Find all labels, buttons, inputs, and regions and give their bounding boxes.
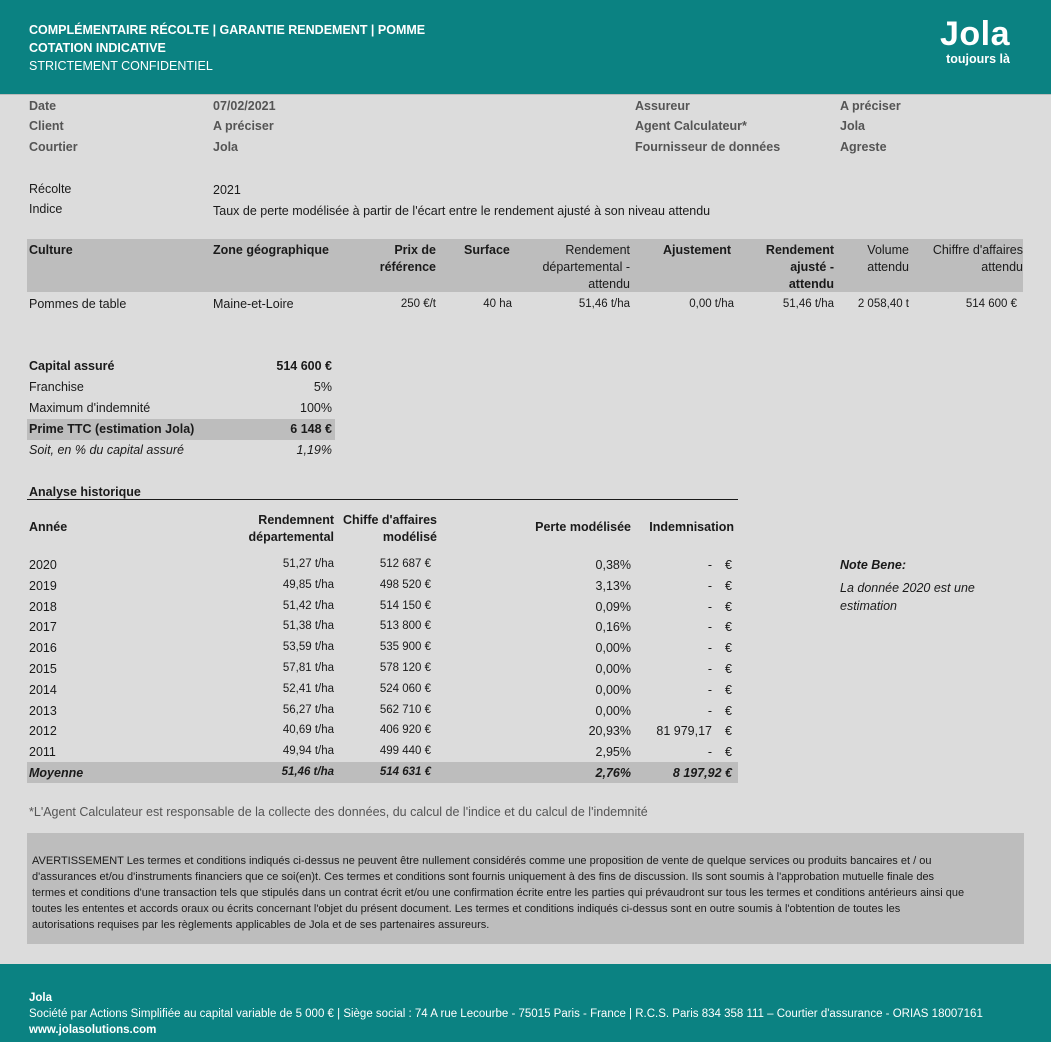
cell-surface: 40 ha [483,298,512,310]
cell-euro: € [725,745,732,760]
warning-line-2: d'assurances et/ou d'instruments financiers que ce soi(en)t. Ces termes et conditions sont fournis uniquement à des fins de discussion. Ils sont soumis à l'approbation mutuelle finale des [32,871,935,883]
cell-volume: 2 058,40 t [857,298,909,310]
header-banner [0,0,1051,94]
cell-rendement: 57,81 t/ha [282,661,334,674]
h-annee: Année [29,520,68,534]
cell-indemnisation: - [707,703,712,718]
cell-perte: 20,93% [588,724,631,739]
table-row [27,596,738,617]
cell-ajustement: 0,00 t/ha [689,298,734,310]
h-perte: Perte modélisée [535,520,631,534]
h-indemnisation: Indemnisation [649,520,734,534]
cell-zone: Maine-et-Loire [213,297,294,311]
col-prix: Prix de référence [379,243,436,274]
footer-website-link[interactable]: www.jolasolutions.com [29,1024,157,1036]
col-rend-dep: Rendement départemental - attendu [542,243,630,291]
capital-label: Capital assuré [29,359,115,373]
cell-rendement: 51,42 t/ha [282,599,334,612]
cell-euro: € [725,703,732,718]
historique-divider [27,499,738,500]
confidential-label: STRICTEMENT CONFIDENTIEL [29,59,213,73]
col-ajustement: Ajustement [663,243,732,257]
cell-indemnisation: - [707,745,712,760]
fournisseur-value: Agreste [840,140,887,154]
cell-ca: 498 520 € [379,578,431,591]
max-row [27,398,335,419]
cell-rend-dep: 51,46 t/ha [578,298,630,310]
avg-label: Moyenne [29,765,84,780]
cell-euro: € [725,724,732,739]
franchise-row [27,377,335,398]
cell-annee: 2014 [29,682,57,697]
title-line-1: COMPLÉMENTAIRE RÉCOLTE | GARANTIE RENDEMENT | POMME [29,23,426,37]
prime-value: 6 148 € [290,422,332,436]
cell-indemnisation: - [707,641,712,656]
historique-title: Analyse historique [29,485,141,499]
capital-block [27,356,335,461]
cell-perte: 0,00% [595,682,631,697]
h-rendement: Rendemnent départemental [248,513,334,544]
cell-indemnisation: - [707,682,712,697]
warning-line-5: autorisations requises par les règlements applicables de Jola et de ses partenaires assureurs. [32,919,490,931]
capital-value: 514 600 € [276,359,332,373]
cell-rendement: 40,69 t/ha [282,724,334,737]
cell-ca: 512 687 € [379,558,431,570]
cell-ca: 499 440 € [379,745,431,758]
historique-header [27,512,738,548]
cell-culture: Pommes de table [29,297,127,311]
agent-value: Jola [840,119,866,133]
cell-indemnisation: - [707,578,712,593]
cell-ca: 524 060 € [379,682,431,695]
avg-ca: 514 631 € [379,765,431,778]
cell-indemnisation: - [707,661,712,676]
note-line-1: La donnée 2020 est une [840,581,975,595]
table-row [27,741,738,762]
cell-rendement: 52,41 t/ha [282,682,334,695]
recolte-value: 2021 [213,183,241,197]
col-rend-aj: Rendement ajusté - attendu [765,243,834,291]
cell-euro: € [725,641,732,656]
table-row [27,292,1023,318]
cell-perte: 2,95% [595,745,631,760]
table-row [27,554,738,575]
h-ca: Chiffe d'affaires modélisé [343,513,437,544]
cell-euro: € [725,558,732,572]
cell-annee: 2016 [29,641,57,656]
logo-name: Jola [939,15,1010,53]
title-line-2: COTATION INDICATIVE [29,41,166,55]
table-row [27,720,738,741]
franchise-value: 5% [313,380,332,394]
cell-rendement: 49,85 t/ha [282,578,334,591]
assureur-label: Assureur [635,99,690,113]
cell-rendement: 51,27 t/ha [282,558,334,570]
agent-footnote: *L'Agent Calculateur est responsable de la collecte des données, du calcul de l'indice et du calcul de l'indemnité [29,805,648,819]
cell-annee: 2018 [29,599,57,614]
client-value: A préciser [213,119,274,133]
col-zone: Zone géographique [213,243,329,257]
cell-euro: € [725,599,732,614]
col-ca: Chiffre d'affaires attendu [932,243,1023,274]
cell-annee: 2015 [29,661,57,676]
jola-logo [940,16,1010,66]
table-row [27,616,738,637]
footer-banner [0,964,1051,1042]
logo-tagline: toujours là [946,52,1010,66]
pct-row [27,440,335,461]
table-row [27,679,738,700]
warning-line-1: AVERTISSEMENT Les termes et conditions indiqués ci-dessus ne peuvent être nullement considérés comme une proposition de vente de quelque services ou produits bancaires et / ou [32,855,932,867]
note-line-2: estimation [840,599,897,613]
cell-euro: € [725,682,732,697]
cell-ca: 514 600 € [965,298,1017,310]
cell-indemnisation: 81 979,17 [656,724,712,739]
cell-perte: 0,16% [595,620,631,635]
fournisseur-label: Fournisseur de données [635,140,781,154]
max-value: 100% [300,401,332,415]
cell-indemnisation: - [707,599,712,614]
cell-perte: 3,13% [595,578,631,593]
culture-table-header [27,239,1023,292]
prime-row [27,419,335,440]
warning-box [27,833,1024,944]
table-row [27,637,738,658]
cell-perte: 0,38% [595,558,631,572]
average-row [27,762,738,783]
cell-annee: 2013 [29,703,57,718]
cell-annee: 2019 [29,578,57,593]
franchise-label: Franchise [29,380,84,394]
table-row [27,658,738,679]
historique-body [27,554,738,783]
col-surface: Surface [464,243,510,257]
agent-label: Agent Calculateur* [635,119,747,133]
cell-euro: € [725,661,732,676]
cell-annee: 2020 [29,558,57,572]
recolte-label: Récolte [29,182,72,196]
culture-table [27,239,1023,318]
cell-rendement: 53,59 t/ha [282,641,334,654]
cell-ca: 562 710 € [379,703,431,716]
date-value: 07/02/2021 [213,99,276,113]
col-volume: Volume attendu [867,243,909,274]
warning-line-3: termes et conditions d'une transaction tels que stipulés dans un contrat écrit et/ou une confirmation écrite entre les parties qui prévaudront sur tous les termes et conditions antérieurs ainsi que [32,887,965,899]
cell-ca: 535 900 € [379,641,431,654]
cell-rend-aj: 51,46 t/ha [782,298,834,310]
pct-value: 1,19% [296,443,332,457]
cell-annee: 2017 [29,620,57,635]
cell-annee: 2011 [29,745,56,760]
cell-ca: 513 800 € [379,620,431,633]
cell-euro: € [725,578,732,593]
courtier-value: Jola [213,140,239,154]
cell-ca: 578 120 € [379,661,431,674]
header-divider [0,94,1051,95]
pct-label: Soit, en % du capital assuré [29,443,184,457]
cell-ca: 514 150 € [379,599,431,612]
cell-euro: € [725,620,732,635]
table-row [27,700,738,721]
assureur-value: A préciser [840,99,901,113]
cell-prix: 250 €/t [400,298,436,310]
cell-rendement: 51,38 t/ha [282,620,334,633]
cell-rendement: 56,27 t/ha [282,703,334,716]
cell-perte: 0,00% [595,641,631,656]
footer-company: Jola [29,992,53,1004]
cell-perte: 0,00% [595,703,631,718]
cell-indemnisation: - [707,620,712,635]
warning-line-4: toutes les ententes et accords oraux ou écrits concernant l'objet du présent document. Les termes et conditions indiqués ci-dessus sont en outre soumis à l'obtention de toutes les [32,903,901,915]
capital-row [27,356,335,377]
indice-value: Taux de perte modélisée à partir de l'écart entre le rendement ajusté à son niveau attendu [213,204,711,218]
avg-indemnisation: 8 197,92 € [672,765,732,780]
date-label: Date [29,99,57,113]
prime-label: Prime TTC (estimation Jola) [29,422,195,436]
cell-annee: 2012 [29,724,57,739]
courtier-label: Courtier [29,140,78,154]
indice-label: Indice [29,202,63,216]
avg-rendement: 51,46 t/ha [281,765,334,778]
col-culture: Culture [29,243,73,257]
max-label: Maximum d'indemnité [29,401,151,415]
note-title: Note Bene: [840,558,906,572]
cell-perte: 0,09% [595,599,631,614]
table-row [27,575,738,596]
footer-legal: Société par Actions Simplifiée au capital variable de 5 000 € | Siège social : 74 A rue Lecourbe - 75015 Paris - France | R.C.S. Paris 834 358 111 – Courtier d'assurance - ORIAS 18007161 [29,1008,983,1020]
avg-perte: 2,76% [595,765,631,780]
cell-perte: 0,00% [595,661,631,676]
client-label: Client [29,119,64,133]
cell-indemnisation: - [707,558,712,572]
cell-rendement: 49,94 t/ha [282,745,334,758]
cell-ca: 406 920 € [379,724,431,737]
